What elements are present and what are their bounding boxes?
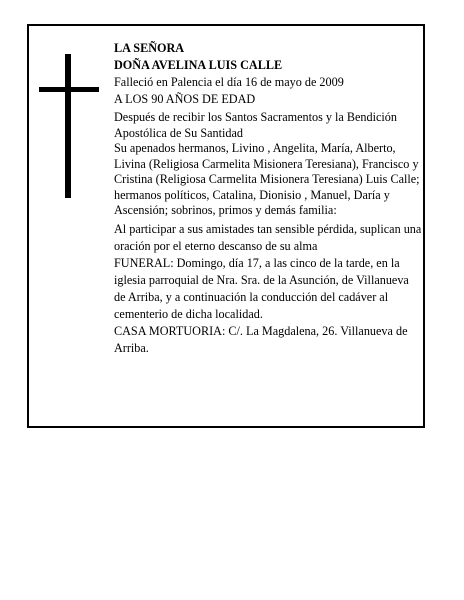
prayer-request: Al participar a sus amistades tan sensible pérdida, suplican una oración por el eterno descanso de su alma xyxy=(114,221,422,253)
age-statement: A LOS 90 AÑOS DE EDAD xyxy=(114,92,256,106)
obituary-notice xyxy=(27,24,425,428)
death-statement: Falleció en Palencia el día 16 de mayo de 2009 xyxy=(114,75,344,89)
cross-horizontal-bar xyxy=(39,87,99,92)
funeral-details: FUNERAL: Domingo, día 17, a las cinco de la tarde, en la iglesia parroquial de Nra. Sra. de la Asunción, de Villanueva de Arriba, y a continuación la conducción del cadáver al cementerio de dicha localidad. xyxy=(114,255,409,321)
sacraments-statement: Después de recibir los Santos Sacramentos y la Bendición Apostólica de Su Santidad xyxy=(114,110,397,140)
title-line-1: LA SEÑORA xyxy=(114,41,185,55)
funeral-home-address: CASA MORTUORIA: C/. La Magdalena, 26. Villanueva de Arriba. xyxy=(114,323,408,355)
deceased-name: DOÑA AVELINA LUIS CALLE xyxy=(114,58,283,72)
cross-vertical-bar xyxy=(65,54,71,198)
latin-cross-icon xyxy=(37,54,101,198)
obituary-text xyxy=(114,40,422,357)
family-list: Su apenados hermanos, Livino , Angelita, María, Alberto, Livina (Religiosa Carmelita Misionera Teresiana), Francisco y Cristina (Religiosa Carmelita Misionera Teresiana) Luis Calle; hermanos políticos, Catalina, Dionisio , Manuel, Daría y Ascensión; sobrinos, primos y demás familia: xyxy=(114,141,420,217)
